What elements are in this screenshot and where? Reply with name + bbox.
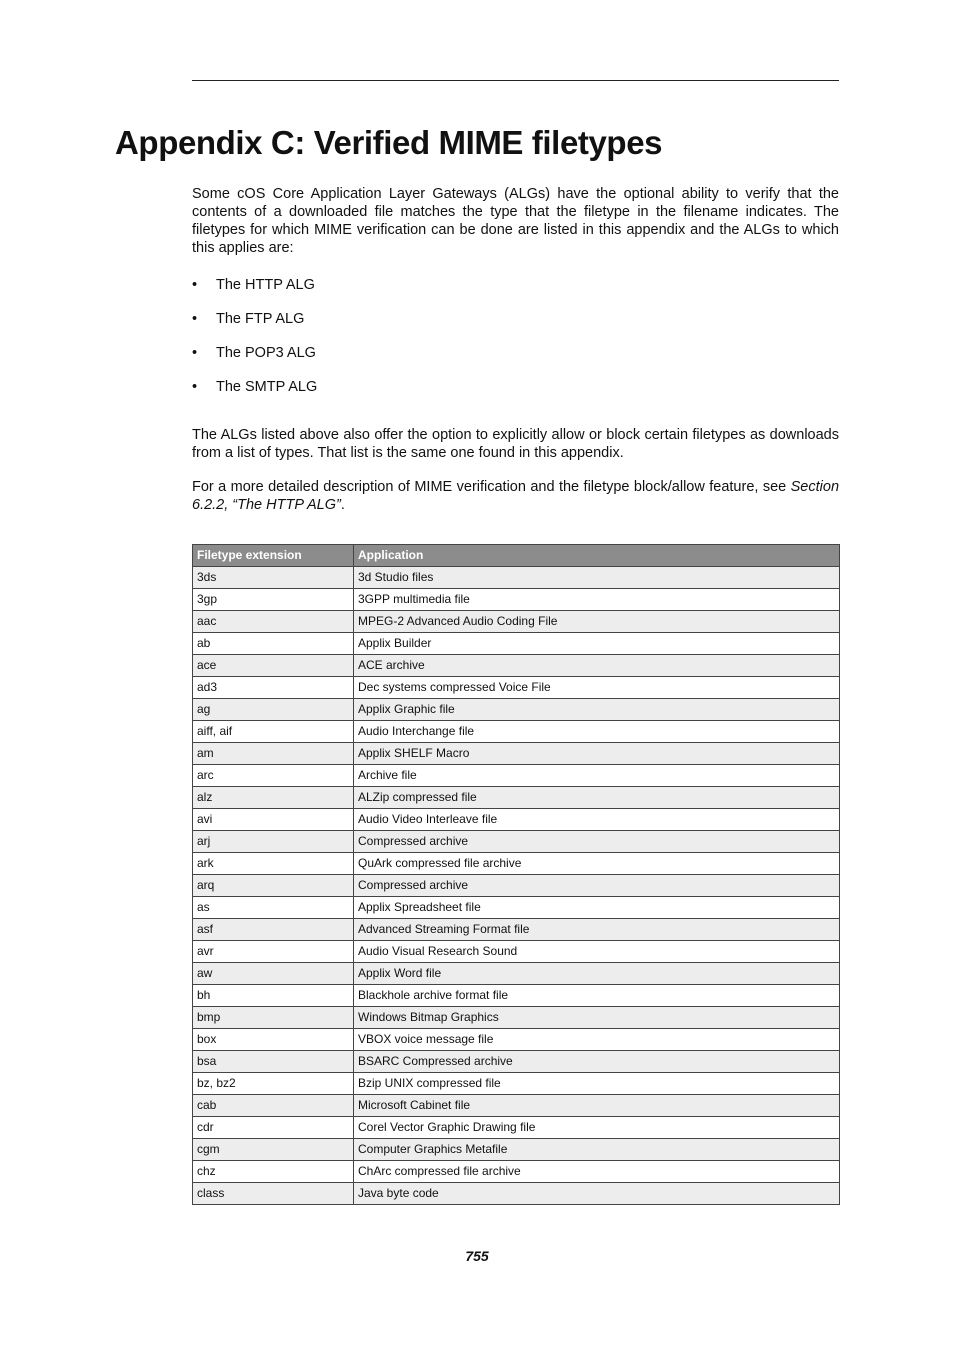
application-cell: Microsoft Cabinet file <box>354 1095 840 1117</box>
table-row <box>193 941 840 963</box>
table-row <box>193 809 840 831</box>
application-cell: Audio Interchange file <box>354 721 840 743</box>
bullet-icon: • <box>192 345 198 361</box>
application-cell: MPEG-2 Advanced Audio Coding File <box>354 611 840 633</box>
application-cell: QuArk compressed file archive <box>354 853 840 875</box>
application-cell: Applix SHELF Macro <box>354 743 840 765</box>
application-cell: 3GPP multimedia file <box>354 589 840 611</box>
table-row <box>193 919 840 941</box>
application-cell: Corel Vector Graphic Drawing file <box>354 1117 840 1139</box>
table-row <box>193 787 840 809</box>
table-row <box>193 1117 840 1139</box>
page-title: Appendix C: Verified MIME filetypes <box>115 124 663 161</box>
filetype-extension-cell: 3gp <box>193 589 354 611</box>
list-item-label: The HTTP ALG <box>216 277 315 293</box>
application-cell: Bzip UNIX compressed file <box>354 1073 840 1095</box>
filetype-extension-cell: asf <box>193 919 354 941</box>
filetype-extension-cell: arc <box>193 765 354 787</box>
list-item-label: The SMTP ALG <box>216 379 318 395</box>
list-item <box>192 344 317 378</box>
filetype-extension-cell: arj <box>193 831 354 853</box>
intro-paragraph: Some cOS Core Application Layer Gateways (ALGs) have the optional ability to verify that the contents of a downloaded file matches the type that the filetype in the filename indicates. The filetypes for which MIME verification can be done are listed in this appendix and the ALGs to which this applies are: <box>192 186 839 256</box>
application-cell: Applix Spreadsheet file <box>354 897 840 919</box>
alg-bullet-list <box>192 276 317 412</box>
application-cell: ChArc compressed file archive <box>354 1161 840 1183</box>
header-filetype-extension: Filetype extension <box>193 545 354 567</box>
application-cell: Applix Graphic file <box>354 699 840 721</box>
table-row <box>193 1161 840 1183</box>
list-item-label: The POP3 ALG <box>216 345 316 361</box>
application-cell: VBOX voice message file <box>354 1029 840 1051</box>
table-row <box>193 1095 840 1117</box>
list-item <box>192 276 317 310</box>
section-reference-link[interactable]: Section 6.2.2, “The HTTP ALG” <box>192 479 840 513</box>
application-cell: Java byte code <box>354 1183 840 1205</box>
table-row <box>193 699 840 721</box>
application-cell: Applix Builder <box>354 633 840 655</box>
filetype-extension-cell: ark <box>193 853 354 875</box>
filetype-extension-cell: bsa <box>193 1051 354 1073</box>
header-application: Application <box>354 545 840 567</box>
bullet-icon: • <box>192 379 198 395</box>
filetype-extension-cell: arq <box>193 875 354 897</box>
filetype-extension-cell: avr <box>193 941 354 963</box>
table-row <box>193 1007 840 1029</box>
filetype-extension-cell: bmp <box>193 1007 354 1029</box>
application-cell: Advanced Streaming Format file <box>354 919 840 941</box>
application-cell: Archive file <box>354 765 840 787</box>
application-cell: Audio Video Interleave file <box>354 809 840 831</box>
filetype-extension-cell: cdr <box>193 1117 354 1139</box>
table-row <box>193 1139 840 1161</box>
filetype-extension-cell: aac <box>193 611 354 633</box>
filetype-extension-cell: ag <box>193 699 354 721</box>
table-row <box>193 831 840 853</box>
table-row <box>193 963 840 985</box>
filetype-extension-cell: cab <box>193 1095 354 1117</box>
block-allow-paragraph: The ALGs listed above also offer the option to explicitly allow or block certain filetypes as downloads from a list of types. That list is the same one found in this appendix. <box>192 427 839 461</box>
table-row <box>193 985 840 1007</box>
bullet-icon: • <box>192 277 198 293</box>
application-cell: Windows Bitmap Graphics <box>354 1007 840 1029</box>
filetype-extension-cell: bz, bz2 <box>193 1073 354 1095</box>
table-row <box>193 1183 840 1205</box>
table-row <box>193 1029 840 1051</box>
table-row <box>193 875 840 897</box>
reference-paragraph <box>192 478 839 514</box>
filetype-extension-cell: 3ds <box>193 567 354 589</box>
filetype-extension-cell: chz <box>193 1161 354 1183</box>
filetype-extension-cell: as <box>193 897 354 919</box>
table-row <box>193 897 840 919</box>
application-cell: Compressed archive <box>354 831 840 853</box>
table-row <box>193 633 840 655</box>
reference-text: For a more detailed description of MIME verification and the filetype block/allow feature, see <box>192 479 787 495</box>
application-cell: 3d Studio files <box>354 567 840 589</box>
filetype-extension-cell: aiff, aif <box>193 721 354 743</box>
filetype-extension-cell: am <box>193 743 354 765</box>
table-row <box>193 721 840 743</box>
filetype-extension-cell: ad3 <box>193 677 354 699</box>
mime-filetype-table <box>192 544 840 1205</box>
filetype-extension-cell: class <box>193 1183 354 1205</box>
list-item-label: The FTP ALG <box>216 311 305 327</box>
filetype-extension-cell: box <box>193 1029 354 1051</box>
application-cell: ALZip compressed file <box>354 787 840 809</box>
filetype-extension-cell: ab <box>193 633 354 655</box>
table-row <box>193 853 840 875</box>
filetype-extension-cell: ace <box>193 655 354 677</box>
filetype-extension-cell: bh <box>193 985 354 1007</box>
page-number: 755 <box>465 1248 489 1264</box>
table-row <box>193 655 840 677</box>
filetype-extension-cell: alz <box>193 787 354 809</box>
table-row <box>193 1073 840 1095</box>
application-cell: Compressed archive <box>354 875 840 897</box>
table-row <box>193 743 840 765</box>
application-cell: Computer Graphics Metafile <box>354 1139 840 1161</box>
table-row <box>193 589 840 611</box>
application-cell: ACE archive <box>354 655 840 677</box>
table-row <box>193 611 840 633</box>
table-body <box>193 567 840 1205</box>
application-cell: Audio Visual Research Sound <box>354 941 840 963</box>
application-cell: Dec systems compressed Voice File <box>354 677 840 699</box>
filetype-extension-cell: cgm <box>193 1139 354 1161</box>
header-rule <box>192 80 839 81</box>
application-cell: Applix Word file <box>354 963 840 985</box>
filetype-extension-cell: avi <box>193 809 354 831</box>
table-row <box>193 567 840 589</box>
list-item <box>192 378 317 412</box>
table-row <box>193 765 840 787</box>
application-cell: Blackhole archive format file <box>354 985 840 1007</box>
list-item <box>192 310 317 344</box>
table-header-row <box>193 545 840 567</box>
reference-end: . <box>340 497 345 513</box>
table-row <box>193 677 840 699</box>
table-row <box>193 1051 840 1073</box>
application-cell: BSARC Compressed archive <box>354 1051 840 1073</box>
filetype-extension-cell: aw <box>193 963 354 985</box>
bullet-icon: • <box>192 311 198 327</box>
